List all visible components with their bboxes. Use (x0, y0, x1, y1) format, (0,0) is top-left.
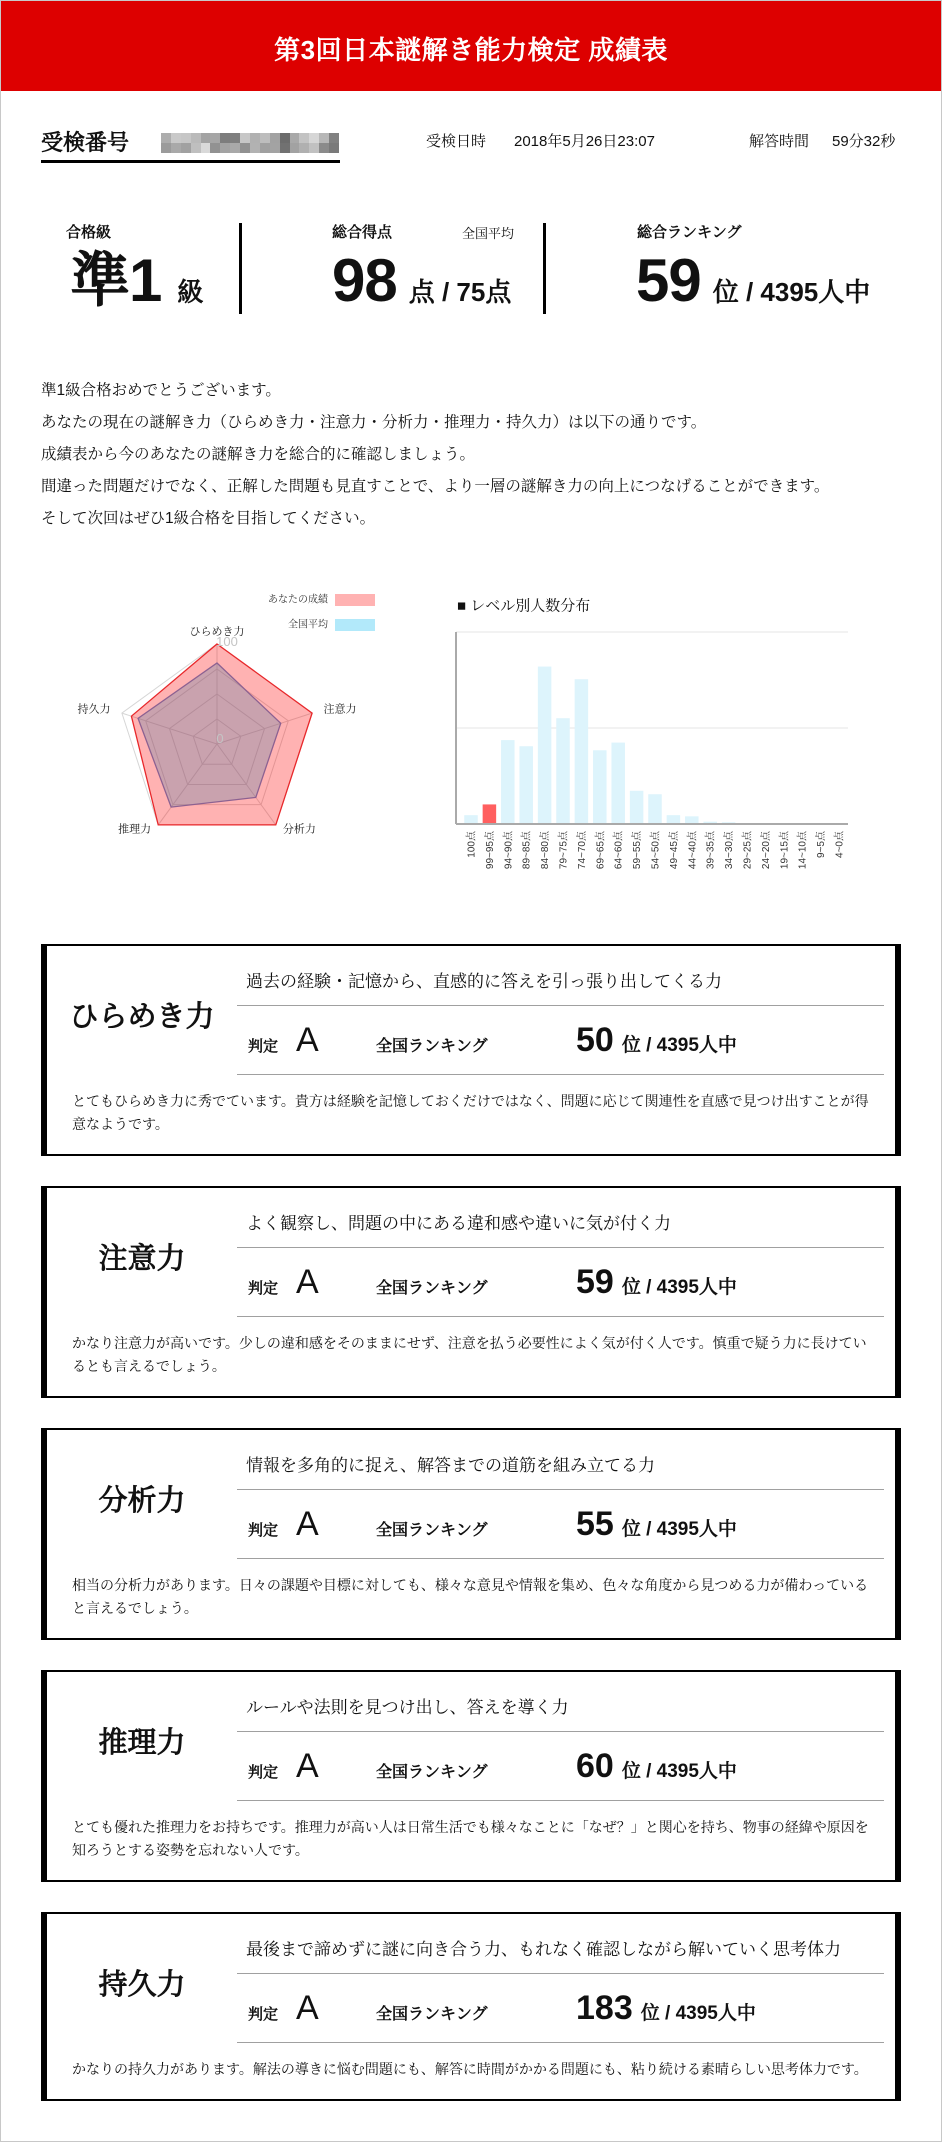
bar-chart-svg (440, 580, 860, 890)
national-rank-value: 59 (576, 1263, 614, 1301)
ability-result-row (237, 1490, 884, 1559)
mosaic-cell (230, 133, 240, 143)
bar-x-label: 39~35点 (705, 831, 717, 870)
ability-definition: 最後まで諦めずに謎に向き合う力、もれなく確認しながら解いていく思考体力 (237, 1914, 884, 1974)
total-ranking-value: 59 (636, 247, 701, 314)
exam-date-label: 受検日時 (426, 133, 487, 150)
mosaic-cell (230, 143, 240, 153)
radar-tick-max: 100 (216, 634, 238, 649)
judgment-grade: A (296, 1505, 319, 1543)
ability-comment: かなり注意力が高いです。少しの違和感をそのままにせず、注意を払う必要性によく気が付く人です。慎重で疑う力に長けているとも言えるでしょう。 (72, 1335, 867, 1374)
ability-definition: ルールや法則を見つけ出し、答えを導く力 (237, 1672, 884, 1732)
judgment-label: 判定 (248, 1280, 279, 1297)
answer-time-label: 解答時間 (749, 133, 810, 150)
bar-chart-title: ■ レベル別人数分布 (457, 597, 591, 615)
page-title: 第3回日本謎解き能力検定 成績表 (274, 34, 668, 65)
bar (611, 743, 625, 824)
message-line: 間違った問題だけでなく、正解した問題も見直すことで、より一層の謎解き力の向上につなげることができます。 (41, 478, 830, 495)
legend-swatch (335, 619, 375, 631)
ability-name: 分析力 (98, 1485, 186, 1517)
mosaic-cell (201, 143, 211, 153)
bar (501, 740, 515, 824)
mosaic-cell (260, 143, 270, 153)
mosaic-cell (240, 143, 250, 153)
legend-label: 全国平均 (288, 619, 328, 631)
national-rank-value: 50 (576, 1021, 614, 1059)
radar-axis-label: 注意力 (323, 703, 357, 716)
national-rank-suffix: 位 / 4395人中 (621, 1035, 737, 1056)
bar-x-label: 4~0点 (834, 831, 846, 858)
mosaic-cell (329, 133, 339, 143)
mosaic-cell (161, 133, 171, 143)
ability-card-jikyu (41, 1912, 901, 2101)
ability-result-row (237, 1248, 884, 1317)
summary-divider (239, 223, 242, 314)
ability-name: 推理力 (98, 1727, 186, 1759)
mosaic-cell (191, 133, 201, 143)
national-rank-suffix: 位 / 4395人中 (621, 1519, 737, 1540)
national-average-label: 全国平均 (462, 226, 515, 241)
report-header (1, 1, 941, 91)
mosaic-cell (270, 143, 280, 153)
mosaic-cell (171, 143, 181, 153)
national-rank-value: 183 (576, 1989, 633, 2027)
message-line: そして次回はぜひ1級合格を目指してください。 (41, 510, 376, 527)
national-ranking-label: 全国ランキング (376, 2006, 488, 2023)
mosaic-cell (319, 133, 329, 143)
ability-comment: とてもひらめき力に秀でています。貴方は経験を記憶しておくだけではなく、問題に応じて関連性を直感で見つけ出すことが得意なようです。 (72, 1093, 869, 1132)
ability-card-suiri (41, 1670, 901, 1882)
bar-x-label: 89~85点 (521, 831, 533, 870)
mosaic-cell (181, 143, 191, 153)
ability-result-row (237, 1006, 884, 1075)
bar-x-label: 49~45点 (668, 831, 680, 870)
exam-number-label: 受検番号 (41, 130, 130, 155)
national-rank-suffix: 位 / 4395人中 (621, 1761, 737, 1782)
mosaic-cell (161, 143, 171, 153)
judgment-label: 判定 (248, 1522, 279, 1539)
judgment-grade: A (296, 1021, 319, 1059)
judgment-label: 判定 (248, 1764, 279, 1781)
ability-result-row (237, 1732, 884, 1801)
radar-axis-label: 推理力 (118, 823, 152, 836)
bar-x-label: 69~65点 (595, 831, 607, 870)
mosaic-cell (329, 143, 339, 153)
bar-x-label: 94~90点 (503, 831, 515, 870)
mosaic-cell (319, 143, 329, 153)
mosaic-cell (280, 143, 290, 153)
national-ranking-label: 全国ランキング (376, 1522, 488, 1539)
ability-definition: 過去の経験・記憶から、直感的に答えを引っ張り出してくる力 (237, 946, 884, 1006)
national-ranking-label: 全国ランキング (376, 1280, 488, 1297)
mosaic-cell (280, 133, 290, 143)
judgment-grade: A (296, 1747, 319, 1785)
radar-chart-svg (60, 575, 400, 845)
bar (593, 750, 607, 824)
mosaic-cell (220, 133, 230, 143)
ability-definition: よく観察し、問題の中にある違和感や違いに気が付く力 (237, 1188, 884, 1248)
grade-unit: 級 (177, 277, 204, 307)
total-ranking-suffix: 位 / 4395人中 (712, 277, 871, 307)
judgment-grade: A (296, 1263, 319, 1301)
mosaic-cell (191, 143, 201, 153)
mosaic-cell (270, 133, 280, 143)
bar-x-label: 54~50点 (650, 831, 662, 870)
bar (630, 791, 644, 824)
mosaic-cell (210, 133, 220, 143)
bar (667, 815, 681, 824)
legend-swatch (335, 594, 375, 606)
radar-axis-label: 持久力 (77, 703, 111, 716)
exam-number-underline (41, 160, 340, 163)
bar-x-label: 34~30点 (724, 831, 736, 870)
national-ranking-label: 全国ランキング (376, 1038, 488, 1055)
ability-card-list (41, 944, 901, 2131)
mosaic-cell (250, 143, 260, 153)
bar (519, 746, 533, 824)
mosaic-cell (250, 133, 260, 143)
ability-definition: 情報を多角的に捉え、解答までの道筋を組み立てる力 (237, 1430, 884, 1490)
bar-x-label: 19~15点 (779, 831, 791, 870)
bar (538, 667, 552, 824)
exam-number-mosaic (161, 133, 339, 153)
mosaic-cell (201, 133, 211, 143)
ability-result-row (237, 1974, 884, 2043)
exam-date-value: 2018年5月26日23:07 (514, 133, 655, 150)
message-line: 成績表から今のあなたの謎解き力を総合的に確認しましょう。 (41, 446, 476, 463)
answer-time-value: 59分32秒 (832, 133, 896, 150)
bar (464, 815, 478, 824)
message-line: 準1級合格おめでとうございます。 (41, 382, 281, 399)
grade-value: 準1 (70, 247, 162, 314)
mosaic-cell (299, 133, 309, 143)
mosaic-cell (210, 143, 220, 153)
bar (556, 718, 570, 824)
judgment-grade: A (296, 1989, 319, 2027)
bar-x-label: 24~20点 (760, 831, 772, 870)
judgment-label: 判定 (248, 1038, 279, 1055)
mosaic-cell (309, 133, 319, 143)
radar-axis-label: ひらめき力 (189, 626, 245, 638)
national-rank-value: 60 (576, 1747, 614, 1785)
ability-name: ひらめき力 (69, 1001, 215, 1033)
level-distribution-chart (440, 580, 860, 890)
total-score-suffix: 点 / 75点 (408, 277, 512, 307)
congratulation-message (41, 375, 901, 535)
mosaic-cell (299, 143, 309, 153)
ability-comment: とても優れた推理力をお持ちです。推理力が高い人は日常生活でも様々なことに「なぜ？」と関心を持ち、物事の経緯や原因を知ろうとする姿勢を忘れない人です。 (72, 1819, 869, 1858)
mosaic-cell (220, 143, 230, 153)
mosaic-cell (309, 143, 319, 153)
bar-x-label: 79~75点 (558, 831, 570, 870)
bar-x-label: 29~25点 (742, 831, 754, 870)
grade-value-group (70, 245, 203, 317)
mosaic-cell (290, 133, 300, 143)
ability-card-hirameki (41, 944, 901, 1156)
ability-card-bunseki (41, 1428, 901, 1640)
total-score-value: 98 (332, 247, 397, 314)
mosaic-cell (240, 133, 250, 143)
summary-divider (543, 223, 546, 314)
total-ranking-label: 総合ランキング (637, 224, 742, 241)
bar-x-label: 44~40点 (687, 831, 699, 870)
national-ranking-label: 全国ランキング (376, 1764, 488, 1781)
bar-x-label: 74~70点 (576, 831, 588, 870)
bar-x-label: 14~10点 (797, 831, 809, 870)
bar-x-label: 9~5点 (816, 831, 828, 858)
mosaic-cell (171, 133, 181, 143)
grade-label: 合格級 (66, 224, 112, 241)
ability-card-chuui (41, 1186, 901, 1398)
mosaic-cell (181, 133, 191, 143)
mosaic-cell (260, 133, 270, 143)
bar-x-label: 99~95点 (484, 831, 496, 870)
bar-x-label: 84~80点 (540, 831, 552, 870)
national-rank-suffix: 位 / 4395人中 (640, 2003, 756, 2024)
total-score-label: 総合得点 (332, 224, 393, 241)
ability-comment: 相当の分析力があります。日々の課題や目標に対しても、様々な意見や情報を集め、色々な角度から見つめる力が備わっていると言えるでしょう。 (72, 1577, 869, 1616)
message-line: あなたの現在の謎解き力（ひらめき力・注意力・分析力・推理力・持久力）は以下の通りです。 (41, 414, 707, 431)
ability-name: 持久力 (98, 1969, 186, 2001)
judgment-label: 判定 (248, 2006, 279, 2023)
national-rank-suffix: 位 / 4395人中 (621, 1277, 737, 1298)
ability-comment: かなりの持久力があります。解法の導きに悩む問題にも、解答に時間がかかる問題にも、粘り続ける素晴らしい思考体力です。 (72, 2061, 868, 2077)
bar-x-label: 64~60点 (613, 831, 625, 870)
bar-x-label: 100点 (466, 831, 478, 858)
ability-name: 注意力 (98, 1243, 186, 1275)
radar-tick-zero: 0 (216, 731, 224, 746)
bar (575, 679, 589, 824)
total-score-group (332, 245, 511, 317)
bar (648, 794, 662, 824)
mosaic-cell (290, 143, 300, 153)
ability-radar-chart (60, 575, 400, 845)
bar (685, 816, 699, 824)
bar-your-level (483, 804, 497, 824)
radar-axis-label: 分析力 (282, 823, 316, 836)
total-ranking-group (636, 245, 870, 317)
legend-label: あなたの成績 (268, 594, 328, 606)
national-rank-value: 55 (576, 1505, 614, 1543)
bar-x-label: 59~55点 (632, 831, 644, 870)
